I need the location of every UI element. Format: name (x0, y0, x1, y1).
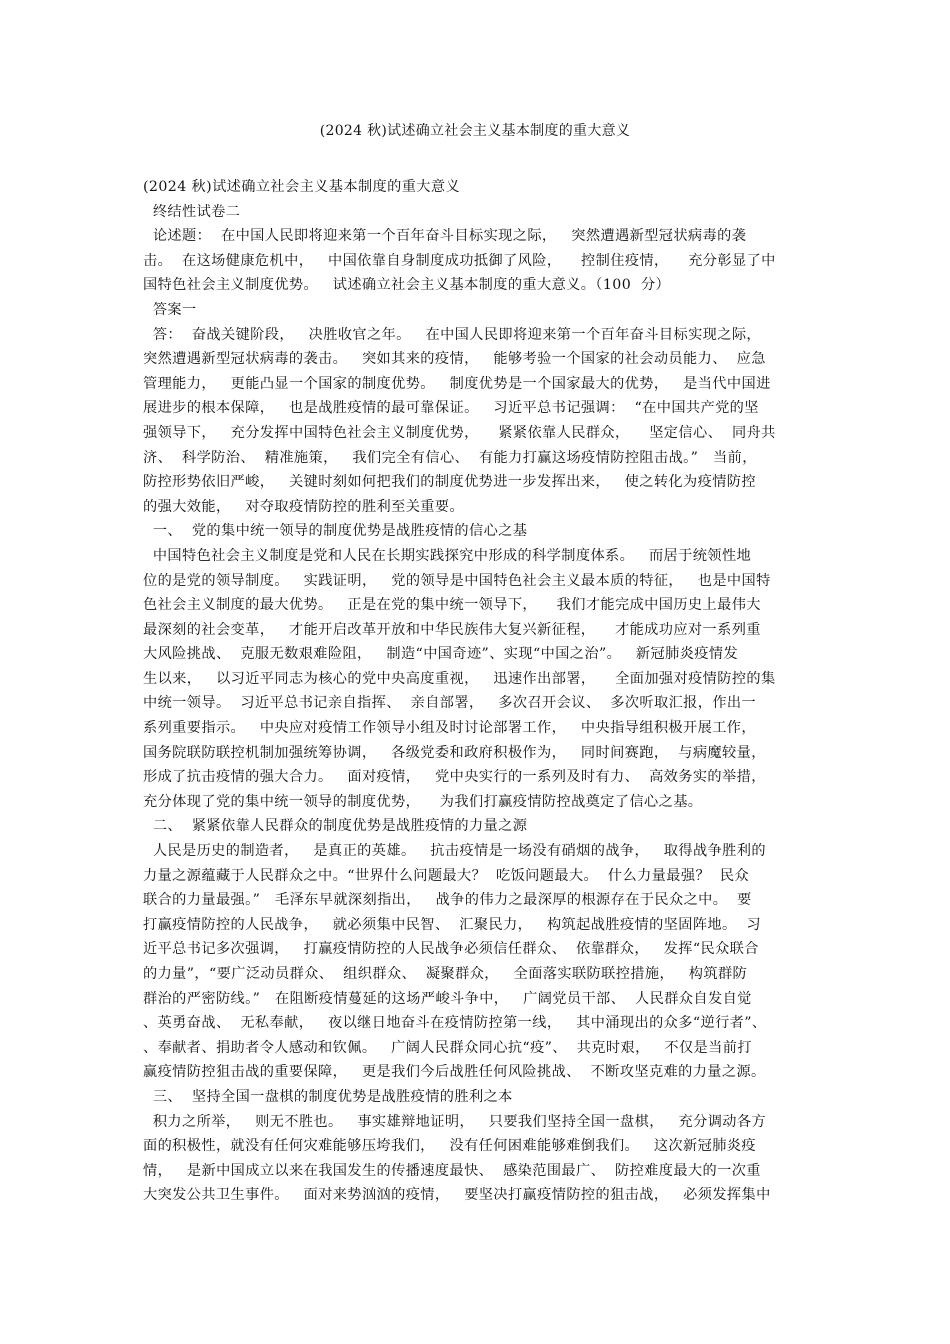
document-line: 位的是党的领导制度。 实践证明， 党的领导是中国特色社会主义最本质的特征， 也是中国特 (143, 572, 771, 589)
document-line: 色社会主义制度的最大优势。 正是在党的集中统一领导下， 我们才能完成中国历史上最伟大 (143, 597, 761, 614)
document-body (143, 175, 813, 1208)
document-line: (2024 秋)试述确立社会主义基本制度的重大意义 (143, 179, 461, 195)
document-line: 最深刻的社会变革， 才能开启改革开放和中华民族伟大复兴新征程， 才能成功应对一系列重 (143, 621, 761, 638)
document-line: 、英勇奋战、 无私奉献， 夜以继日地奋斗在疫情防控第一线， 其中涌现出的众多“逆行者”、 (143, 1015, 767, 1032)
document-line: 大突发公共卫生事件。 面对来势汹汹的疫情， 要坚决打赢疫情防控的狙击战， 必须发挥集中 (143, 1187, 771, 1204)
document-line: 大风险挑战、 克服无数艰难险阻， 制造“中国奇迹”、实现“中国之治”。 新冠肺炎疫情发 (143, 646, 739, 663)
document-line: 答案一 (143, 301, 197, 318)
document-line: 打赢疫情防控的人民战争， 就必须集中民智、 汇聚民力， 构筑起战胜疫情的坚固阵地。 习 (143, 916, 762, 933)
document-line: 强领导下， 充分发挥中国特色社会主义制度优势， 紧紧依靠人民群众， 坚定信心、 同舟共 (143, 424, 776, 441)
document-line: 终结性试卷二 (143, 203, 241, 220)
document-line: 充分体现了党的集中统一领导的制度优势， 为我们打赢疫情防控战奠定了信心之基。 (143, 793, 703, 810)
document-line: 国特色社会主义制度优势。 试述确立社会主义基本制度的重大意义。（100 分） (143, 277, 671, 294)
document-line: 击。 在这场健康危机中， 中国依靠自身制度成功抵御了风险， 控制住疫情， 充分彰显了中 (143, 252, 776, 269)
document-line: 人民是历史的制造者， 是真正的英雄。 抗击疫情是一场没有硝烟的战争， 取得战争胜利的 (143, 843, 766, 860)
document-line: 形成了抗击疫情的强大合力。 面对疫情， 党中央实行的一系列及时有力、 高效务实的举措， (143, 769, 766, 786)
document-line: 中统一领导。 习近平总书记亲自指挥、 亲自部署， 多次召开会议、 多次听取汇报，作出一 (143, 695, 757, 712)
document-title: (2024 秋)试述确立社会主义基本制度的重大意义 (319, 123, 631, 139)
document-line: 情， 是新中国成立以来在我国发生的传播速度最快、 感染范围最广、 防控难度最大的一次重 (143, 1162, 761, 1179)
document-line: 群治的严密防线。” 在阻断疫情蔓延的这场严峻斗争中， 广阔党员干部、 人民群众自发自觉 (143, 990, 752, 1007)
document-line: 、奉献者、捐助者令人感动和钦佩。 广阔人民群众同心抗“疫”、 共克时艰， 不仅是当前打 (143, 1039, 752, 1056)
document-line: 赢疫情防控狙击战的重要保障， 更是我们今后战胜任何风险挑战、 不断攻坚克难的力量之源。 (143, 1064, 766, 1081)
document-line: 展进步的根本保障， 也是战胜疫情的最可靠保证。 习近平总书记强调： “在中国共产党的坚 (143, 400, 759, 417)
document-line: 面的积极性，就没有任何灾难能够压垮我们， 没有任何困难能够难倒我们。 这次新冠肺炎疫 (143, 1138, 756, 1155)
document-line: 力量之源蕴藏于人民群众之中。“世界什么问题最大？ 吃饭问题最大。 什么力量最强？ 民众 (143, 867, 750, 884)
document-line: 积力之所举， 则无不胜也。 事实雄辩地证明， 只要我们坚持全国一盘棋， 充分调动各方 (143, 1113, 767, 1130)
document-line: 管理能力， 更能凸显一个国家的制度优势。 制度优势是一个国家最大的优势， 是当代中国进 (143, 375, 771, 392)
document-line: 一、 党的集中统一领导的制度优势是战胜疫情的信心之基 (143, 523, 528, 540)
document-line: 近平总书记多次强调， 打赢疫情防控的人民战争必须信任群众、 依靠群众， 发挥“民众联合 (143, 941, 759, 958)
document-line: 防控形势依旧严峻， 关键时刻如何把我们的制度优势进一步发挥出来， 使之转化为疫情防控 (143, 474, 756, 491)
document-line: 中国特色社会主义制度是党和人民在长期实践探究中形成的科学制度体系。 而居于统领性地 (143, 547, 752, 564)
document-line: 二、 紧紧依靠人民群众的制度优势是战胜疫情的力量之源 (143, 818, 528, 835)
document-line: 济、 科学防治、 精准施策， 我们完全有信心、 有能力打赢这场疫情防控阻击战。” 当前， (143, 449, 757, 466)
document-line: 三、 坚持全国一盘棋的制度优势是战胜疫情的胜利之本 (143, 1088, 513, 1105)
document-line: 联合的力量最强。” 毛泽东早就深刻指出， 战争的伟力之最深厚的根源存在于民众之中。 要 (143, 892, 752, 909)
document-line: 突然遭遇新型冠状病毒的袭击。 突如其来的疫情， 能够考验一个国家的社会动员能力、 应急 (143, 351, 766, 368)
document-line: 生以来， 以习近平同志为核心的党中央高度重视， 迅速作出部署， 全面加强对疫情防控的集 (143, 670, 776, 687)
document-line: 系列重要指示。 中央应对疫情工作领导小组及时讨论部署工作， 中央指导组积极开展工作， (143, 720, 756, 737)
document-line: 的力量”，“要广泛动员群众、 组织群众、 凝聚群众， 全面落实联防联控措施， 构筑群防 (143, 966, 748, 982)
document-line: 论述题： 在中国人民即将迎来第一个百年奋斗目标实现之际， 突然遭遇新型冠状病毒的袭 (143, 228, 747, 245)
document-line: 国务院联防联控机制加强统筹协调， 各级党委和政府积极作为， 同时间赛跑， 与病魔较量， (143, 744, 766, 761)
document-line: 答： 奋战关键阶段， 决胜收官之年。 在中国人民即将迎来第一个百年奋斗目标实现之际， (143, 326, 762, 343)
document-line: 的强大效能， 对夺取疫情防控的胜利至关重要。 (143, 498, 465, 515)
